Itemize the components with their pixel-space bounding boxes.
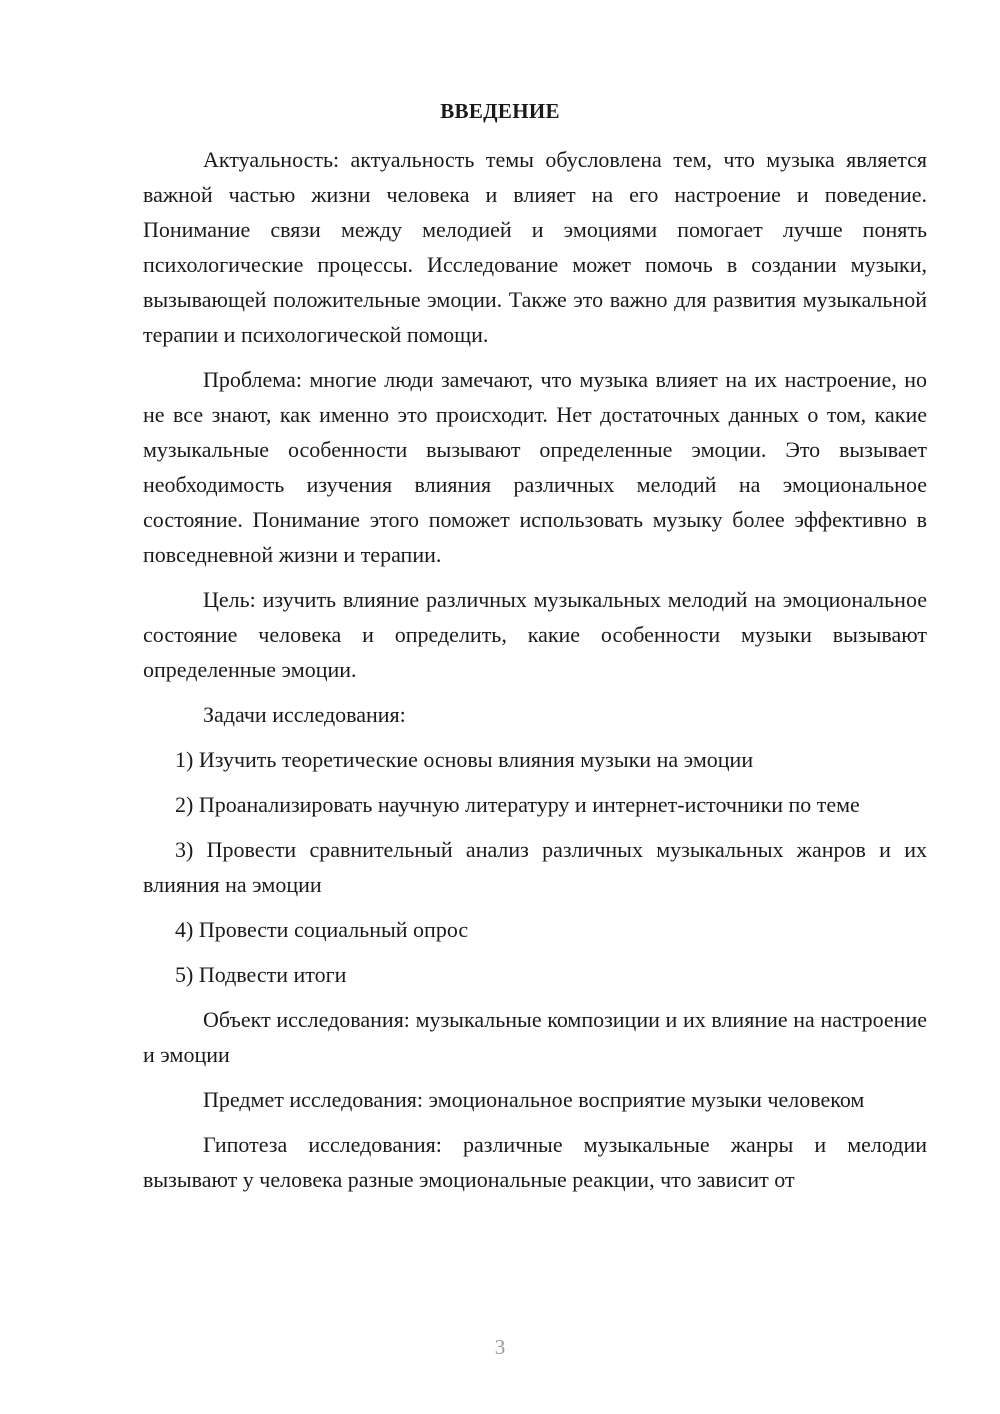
hypothesis-paragraph: Гипотеза исследования: различные музыкальные жанры и мелодии вызывают у человека разные эмоциональные реакции, что зависит от — [143, 1132, 927, 1192]
list-item: 3) Провести сравнительный анализ различных музыкальных жанров и их влияния на эмоции — [143, 837, 927, 897]
tasks-heading: Задачи исследования: — [203, 702, 406, 727]
tasks-list — [143, 742, 927, 992]
subject-paragraph: Предмет исследования: эмоциональное восприятие музыки человеком — [203, 1087, 865, 1112]
relevance-paragraph: Актуальность: актуальность темы обусловлена тем, что музыка является важной частью жизни человека и влияет на его настроение и поведение. Понимание связи между мелодией и эмоциями помогает лучше понять психологические процессы. Исследование может помочь в создании музыки, вызывающей положительные эмоции. Также это важно для развития музыкальной терапии и психологической помощи. — [143, 147, 927, 347]
document-body — [143, 142, 927, 1197]
list-item: 5) Подвести итоги — [175, 962, 347, 987]
goal-paragraph: Цель: изучить влияние различных музыкальных мелодий на эмоциональное состояние человека и определить, какие особенности музыки вызывают определенные эмоции. — [143, 587, 927, 682]
list-item: 1) Изучить теоретические основы влияния музыки на эмоции — [175, 747, 754, 772]
list-item: 2) Проанализировать научную литературу и интернет-источники по теме — [175, 792, 860, 817]
list-item: 4) Провести социальный опрос — [175, 917, 469, 942]
page-number: 3 — [494, 1335, 506, 1359]
object-paragraph: Объект исследования: музыкальные композиции и их влияние на настроение и эмоции — [143, 1007, 927, 1067]
page-title: ВВЕДЕНИЕ — [440, 99, 560, 123]
problem-paragraph: Проблема: многие люди замечают, что музыка влияет на их настроение, но не все знают, как именно это происходит. Нет достаточных данных о том, какие музыкальные особенности вызывают определенные эмоции. Это вызывает необходимость изучения влияния различных мелодий на эмоциональное состояние. Понимание этого поможет использовать музыку более эффективно в повседневной жизни и терапии. — [143, 367, 927, 567]
